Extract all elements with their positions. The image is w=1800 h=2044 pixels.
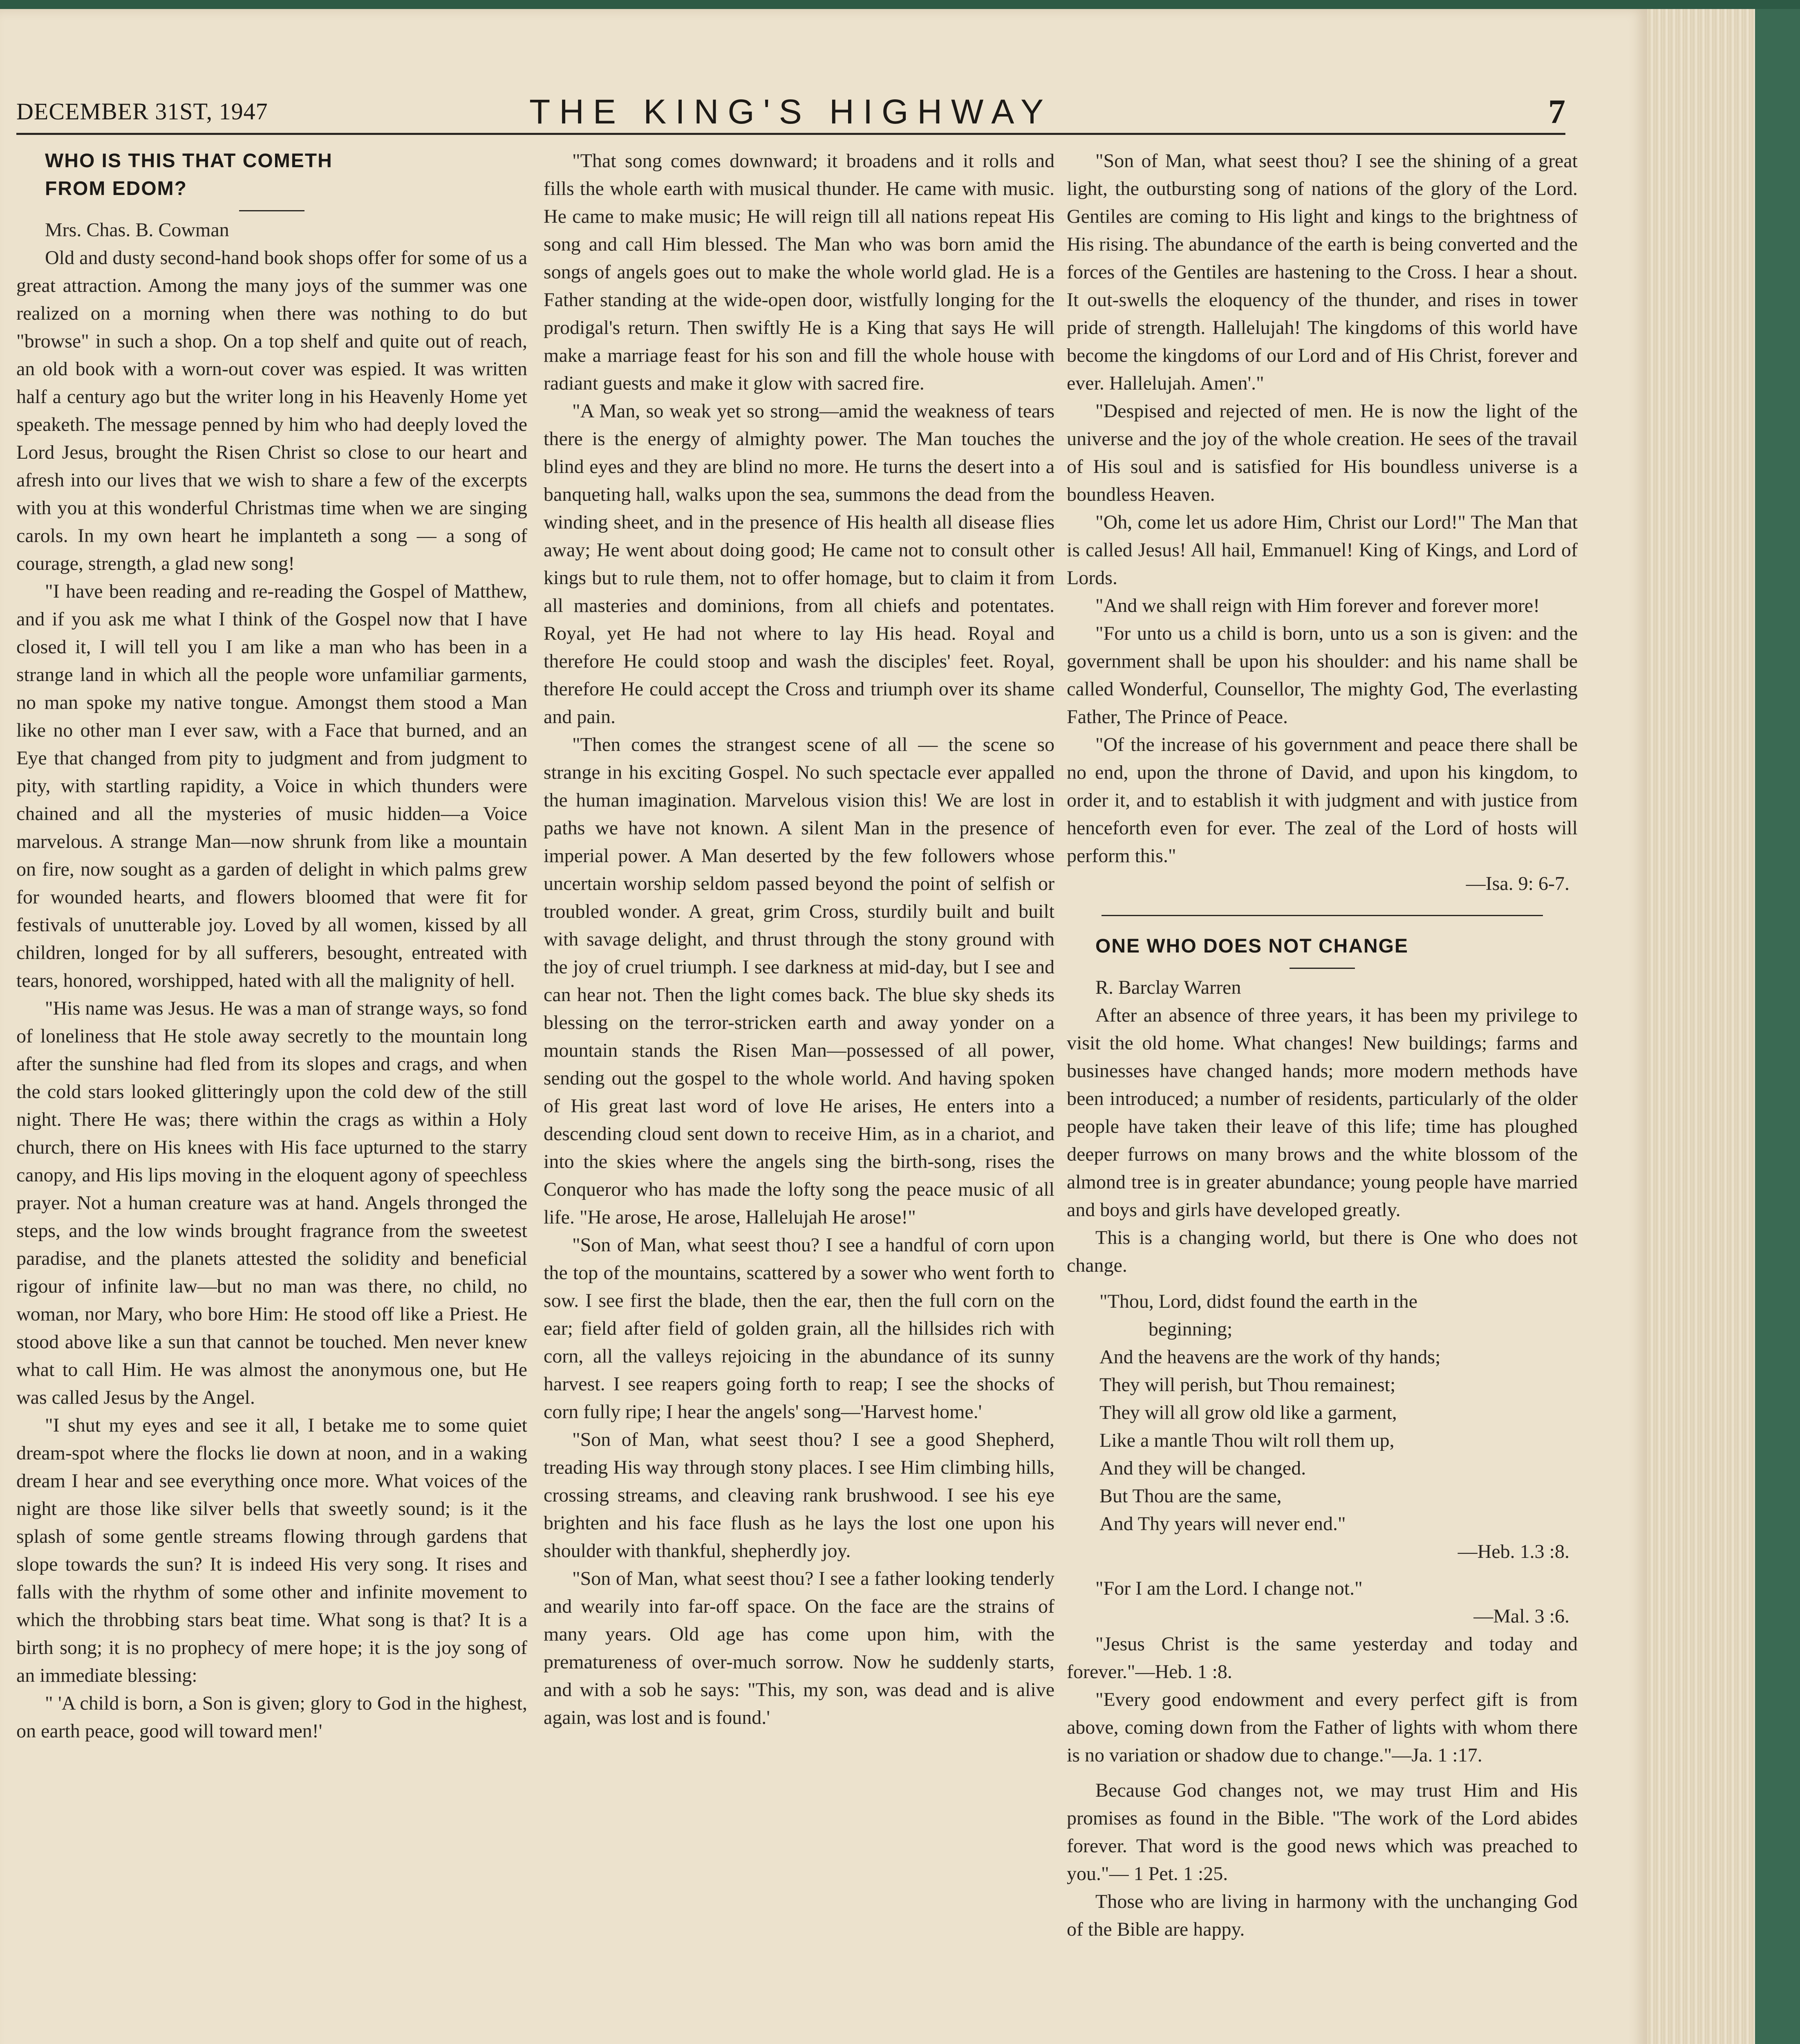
poem-block (1067, 1288, 1578, 1566)
poem-line: They will all grow old like a garment, (1099, 1402, 1397, 1423)
paragraph: "For unto us a child is born, unto us a son is given: and the government shall be upon his shoulder: and his name shall be called Wonderful, Counsellor, The mighty God, The everlasting Father, The Prince of Peace. (1067, 623, 1578, 728)
paragraph: "Then comes the strangest scene of all — the scene so strange in his exciting Gospel. No such spectacle ever appalled the human imagination. Marvelous vision this! We are lost in paths we have not known. A silent Man in the presence of imperial power. A Man deserted by the few followers whose uncertain worship seldom passed beyond the point of selfish or troubled wonder. A great, grim Cross, sturdily built and built with savage delight, and thrust through the stony ground with the joy of cruel triumph. I see darkness at mid-day, but I see and can hear not. Then the light comes back. The blue sky sheds its blessing on the terror-stricken earth and away yonder on a mountain stands the Risen Man—possessed of all power, sending out the gospel to the whole world. And having spoken of His great last word of love He arises, He enters into a descending cloud sent down to receive Him, as in a chariot, and into the skies where the angels sing the birth-song, rises the Conqueror who has made the lofty song the peace music of all life. "He arose, He arose, Hallelujah He arose!" (544, 734, 1054, 1228)
paragraph: "That song comes downward; it broadens and it rolls and fills the whole earth with musical thunder. He came with music. He came to make music; He will reign till all nations repeat His song and call Him blessed. The Man who was born amid the songs of angels goes out to make the whole world glad. He is a Father standing at the wide-open door, wistfully longing for the prodigal's return. Then swiftly He is a King that says He will make a marriage feast for his son and fill the whole house with radiant guests and make it glow with sacred fire. (544, 150, 1054, 394)
paragraph: Old and dusty second-hand book shops offer for some of us a great attraction. Among the many joys of the summer was one realized on a morning when there was nothing to do but "browse" in such a shop. On a top shelf and quite out of reach, an old book with a worn-out cover was espied. It was written half a century ago but the writer long in his Heavenly Home yet speaketh. The message penned by him who had deeply loved the Lord Jesus, brought the Risen Christ so close to our heart and afresh into our lives that we wish to share a few of the excerpts with you at this wonderful Christmas time when we are singing carols. In my own heart he implanteth a song — a song of courage, strength, a glad new song! (16, 247, 527, 574)
paragraph: Those who are living in harmony with the unchanging God of the Bible are happy. (1067, 1891, 1578, 1940)
paragraph: " 'A child is born, a Son is given; glory to God in the highest, on earth peace, good will toward men!' (16, 1692, 527, 1742)
title-rule (239, 210, 304, 211)
title-rule (1290, 968, 1355, 969)
quote: "For I am the Lord. I change not." (1095, 1578, 1363, 1599)
poem-citation: —Heb. 1.3 :8. (1457, 1541, 1569, 1562)
paragraph: "Of the increase of his government and peace there shall be no end, upon the throne of David, and upon his kingdom, to order it, and to establish it with judgment and with justice from henceforth even for ever. The zeal of the Lord of hosts will perform this." (1067, 734, 1578, 867)
paragraph: Because God changes not, we may trust Him and His promises as found in the Bible. "The work of the Lord abides forever. That word is the good news which was preached to you."— 1 Pet. 1 :25. (1067, 1780, 1578, 1885)
poem-line: And they will be changed. (1099, 1457, 1306, 1479)
issue-date: DECEMBER 31ST, 1947 (16, 98, 268, 125)
scripture-citation: —Isa. 9: 6-7. (1466, 873, 1569, 894)
paragraph: "Son of Man, what seest thou? I see a handful of corn upon the top of the mountains, scattered by a sower who went forth to sow. I see first the blade, then the ear, then the full corn on the ear; field after field of golden grain, all the hillsides rich with corn, all the valleys rejoicing in the abundance of its sunny harvest. I see reapers going forth to reap; I see the shocks of corn fully ripe; I hear the angels' song—'Harvest home.' (544, 1234, 1054, 1423)
quote-citation: —Mal. 3 :6. (1473, 1605, 1569, 1627)
poem-line: "Thou, Lord, didst found the earth in the (1099, 1291, 1418, 1312)
quote-block (1067, 1575, 1578, 1769)
paragraph: "I have been reading and re-reading the Gospel of Matthew, and if you ask me what I think of the Gospel now that I have closed it, I will tell you I am like a man who has been in a strange land in which all the people wore unfamiliar garments, no man spoke my native tongue. Amongst them stood a Man like no other man I ever saw, with a Face that burned, and an Eye that changed from pity to judgment and from judgment to pity, with startling rapidity, a Voice in which thunders were chained and all the mysteries of music hidden—a Voice marvelous. A strange Man—now shrunk from like a mountain on fire, now sought as a garden of delight in which palms grew for wounded hearts, and flowers bloomed that were fit for festivals of unutterable joy. Loved by all women, kissed by all children, longed for by all sufferers, besought, entreated with tears, honored, worshipped, hated with all the malignity of hell. (16, 580, 527, 991)
article2-title: ONE WHO DOES NOT CHANGE (1095, 935, 1409, 957)
quote: "Every good endowment and every perfect gift is from above, coming down from the Father of lights with whom there is no variation or shadow due to change."—Ja. 1 :17. (1067, 1689, 1578, 1766)
column-3 (1067, 147, 1578, 1943)
paragraph: "A Man, so weak yet so strong—amid the weakness of tears there is the energy of almighty power. The Man touches the blind eyes and they are blind no more. He turns the desert into a banqueting hall, walks upon the sea, summons the dead from the winding sheet, and in the presence of His health all disease flies away; He went about doing good; He came not to consult other kings but to rule them, not to offer homage, but to claim it from all masteries and dominions, from all chiefs and potentates. Royal, yet He had not where to lay His head. Royal and therefore He could stoop and wash the disciples' feet. Royal, therefore He could accept the Cross and triumph over its shame and pain. (544, 400, 1054, 728)
poem-line: beginning; (1149, 1318, 1233, 1340)
poem-line: And the heavens are the work of thy hands; (1099, 1346, 1441, 1368)
article1-author: Mrs. Chas. B. Cowman (45, 219, 229, 241)
poem-line: And Thy years will never end." (1099, 1513, 1346, 1535)
publication-title: THE KING'S HIGHWAY (529, 92, 1053, 131)
poem-line: But Thou are the same, (1099, 1485, 1282, 1507)
poem-line: They will perish, but Thou remainest; (1099, 1374, 1396, 1396)
paragraph: "His name was Jesus. He was a man of strange ways, so fond of loneliness that He stole away secretly to the mountain long after the sunshine had fled from its slopes and crags, and when the cold stars looked glitteringly upon the cold dew of the still night. There He was; there within the crags as within a Holy church, there on His knees with His face upturned to the starry canopy, and His lips moving in the eloquent agony of speechless prayer. Not a human creature was at hand. Angels thronged the steps, and the low winds brought fragrance from the sweetest paradise, and the planets attested the solidity and beneficial rigour of infinite law—but no man was there, no child, no woman, nor Mary, who bore Him: He stood off like a Priest. He stood above like a sun that cannot be touched. Men never knew what to call Him. He was almost the anonymous one, but He was called Jesus by the Angel. (16, 997, 527, 1408)
article1-title-line1: WHO IS THIS THAT COMETH (45, 150, 333, 172)
article1-title-line2: FROM EDOM? (45, 178, 187, 199)
poem-line: Like a mantle Thou wilt roll them up, (1099, 1430, 1395, 1451)
column-2 (544, 147, 1054, 1732)
page-edges (1647, 9, 1800, 2044)
paragraph: "Son of Man, what seest thou? I see a father looking tenderly and wearily into far-off space. On the face are the strains of many years. Old age has come upon him, with the prematureness of over-much sorrow. Now he suddenly starts, and with a sob he says: "This, my son, was dead and is alive again, was lost and is found.' (544, 1568, 1054, 1728)
paragraph: "Son of Man, what seest thou? I see the shining of a great light, the outbursting song of nations of the glory of the Lord. Gentiles are coming to His light and kings to the brightness of His rising. The abundance of the earth is being converted and the forces of the Gentiles are hastening to the Cross. I hear a shout. It out-swells the eloquency of the thunder, and rises in tower pride of strength. Hallelujah! The kingdoms of this world have become the kingdoms of our Lord and of His Christ, forever and ever. Hallelujah. Amen'." (1067, 150, 1578, 394)
article2-author: R. Barclay Warren (1095, 977, 1241, 998)
paragraph: "And we shall reign with Him forever and forever more! (1095, 595, 1540, 616)
paragraph: "Despised and rejected of men. He is now the light of the universe and the joy of the whole creation. He sees of the travail of His soul and is satisfied for His boundless universe is a boundless Heaven. (1067, 400, 1578, 505)
quote: "Jesus Christ is the same yesterday and today and forever."—Heb. 1 :8. (1067, 1633, 1578, 1683)
page-number: 7 (1548, 93, 1565, 131)
paragraph: This is a changing world, but there is One who does not change. (1067, 1227, 1578, 1276)
header-rule (16, 133, 1565, 135)
paragraph: "I shut my eyes and see it all, I betake me to some quiet dream-spot where the flocks lie down at noon, and in a waking dream I hear and see everything once more. What voices of the night are those like silver bells that sweetly sound; is it the splash of some gentle streams flowing through gardens that slope towards the sun? It is indeed His very song. It rises and falls with the rhythm of some other and infinite movement to which the throbbing stars beat time. What song is that? It is a birth song; it is no prophecy of mere hope; it is the joy song of an immediate blessing: (16, 1414, 527, 1686)
running-head (16, 92, 1565, 137)
paragraph: After an absence of three years, it has been my privilege to visit the old home. What changes! New buildings; farms and businesses have changed hands; more modern methods have been introduced; a number of residents, particularly of the older people have taken their leave of this life; time has ploughed deeper furrows on many brows and the white blossom of the almond tree is in greater abundance; young people have married and boys and girls have developed greatly. (1067, 1004, 1578, 1221)
paragraph: "Oh, come let us adore Him, Christ our Lord!" The Man that is called Jesus! All hail, Emmanuel! King of Kings, and Lord of Lords. (1067, 511, 1578, 589)
column-1 (16, 147, 527, 1745)
article-divider (1101, 915, 1543, 916)
paragraph: "Son of Man, what seest thou? I see a good Shepherd, treading His way through stony places. I see Him climbing hills, crossing streams, and cleaving rank brushwood. I see his eye brighten and his face flush as he lays the lost one upon his shoulder with thankful, shepherdly joy. (544, 1429, 1054, 1562)
